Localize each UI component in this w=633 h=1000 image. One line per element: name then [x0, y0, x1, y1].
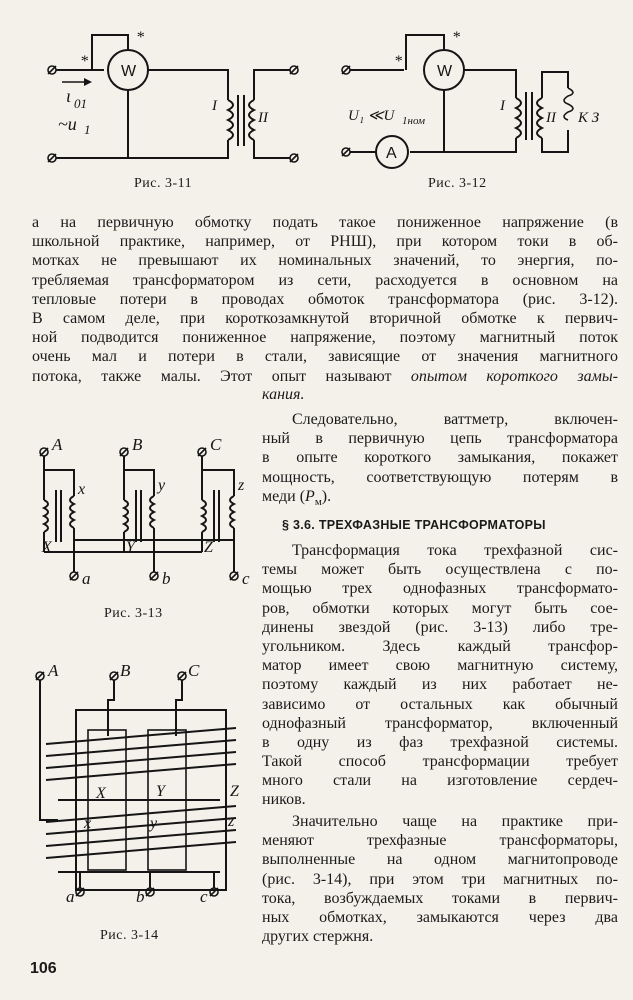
p2-line: ный в первичную цепь трансформатора: [262, 430, 618, 448]
fig11-voltage-sub: 1: [84, 122, 91, 137]
fig14-label-X: X: [96, 785, 106, 802]
p2-line: в опыте короткого замыкания, покажет: [262, 449, 618, 467]
p3-line: матор имеет свою магнитную систему,: [262, 657, 618, 675]
paragraph-1-continuation: [262, 385, 618, 404]
fig13-label-z: z: [238, 477, 245, 494]
fig12-star-left: *: [394, 53, 402, 70]
p3-line: Трансформация тока трехфазной сис-: [292, 542, 618, 559]
fig13-label-y: y: [158, 477, 166, 494]
p4-line: ных обмотках, замыкаются через два: [262, 908, 618, 926]
fig12-wattmeter-label: W: [437, 63, 453, 80]
fig12-secondary-label: II: [546, 110, 556, 126]
p1-line: требляемая трансформатором из сети, расходуется в основном на: [32, 271, 618, 289]
fig13-label-A: A: [52, 435, 63, 454]
fig13-caption: Рис. 3-13: [104, 606, 163, 621]
p4-line: меняют трехфазные трансформаторы,: [262, 832, 618, 850]
fig14-primary-windings: [46, 728, 236, 780]
fig12-caption: Рис. 3-12: [428, 176, 487, 191]
p3-line: мощью трех однофазных трансформато-: [262, 580, 618, 598]
fig12-condition-label: U₁ ≪U: [348, 108, 395, 124]
fig14-label-Z: Z: [230, 783, 239, 800]
p4-line: Значительно чаще на практике при-: [292, 813, 618, 830]
p4-line: тока, возбуждаемых токами в первич-: [262, 889, 618, 907]
p1-term: опытом короткого замы-: [410, 367, 619, 385]
fig13-label-a: a: [82, 569, 91, 588]
fig12-ammeter-label: A: [386, 145, 397, 162]
p4-line: (рис. 3-14), при этом три магнитных по-: [262, 870, 618, 888]
fig13-label-Z: Z: [204, 539, 213, 556]
p3-line: ров, обмотки которых могут быть сое-: [262, 599, 618, 617]
fig14-label-A: A: [48, 661, 59, 680]
fig11-primary-label: I: [212, 98, 217, 114]
p2-last-suffix: ).: [321, 487, 332, 505]
fig14-label-c: c: [200, 887, 208, 906]
page-number: 106: [30, 960, 57, 977]
fig11-current-label: ι: [66, 86, 72, 106]
fig14-circuit: [36, 672, 236, 896]
p1-line: мотках не превышают их номинальных значений, то энергия, по-: [32, 252, 618, 270]
p1-last-prefix: потока, также малы. Этот опыт называют: [32, 367, 411, 385]
fig12-primary-label: I: [500, 98, 505, 114]
fig13-label-X: X: [42, 539, 52, 556]
p3-line: динены звездой (рис. 3-13) либо тре-: [262, 618, 618, 636]
p3-line: поэтому каждый из них работает не-: [262, 676, 618, 694]
fig14-secondary-windings: [46, 806, 236, 858]
fig14-label-y: y: [150, 815, 158, 832]
fig13-label-C: C: [210, 435, 222, 454]
p3-line: темы может быть осуществлена с по-: [262, 561, 618, 579]
p3-line: ников.: [262, 791, 306, 809]
fig13-label-Y: Y: [126, 539, 135, 556]
fig14-label-Y: Y: [156, 783, 165, 800]
p2-line: Следовательно, ваттметр, включен-: [292, 411, 618, 428]
p4-line: других стержня.: [262, 928, 374, 946]
fig14-label-x: x: [84, 815, 92, 832]
fig14-caption: Рис. 3-14: [100, 928, 159, 943]
fig11-voltage-label: ~u: [58, 114, 77, 134]
p1-term-continuation: кания.: [262, 386, 305, 403]
p1-line: а на первичную обмотку подать такое пониженное напряжение (в: [32, 214, 618, 231]
p1-line: ной подводится пониженное напряжение, поэтому магнитный поток: [32, 329, 618, 347]
p4-line: выполненные на одном магнитопроводе: [262, 851, 618, 869]
p2-line: мощность, соответствующую потерям в: [262, 468, 618, 486]
p3-line: однофазный трансформатор, включенный: [262, 714, 618, 732]
paragraph-4: [262, 812, 618, 946]
fig12-star-top: *: [452, 29, 460, 46]
p1-line: школьной практике, например, от РНШ), при котором токи в об-: [32, 233, 618, 251]
fig11-star-top: *: [136, 29, 144, 46]
fig13-label-B: B: [132, 435, 143, 454]
fig13-label-b: b: [162, 569, 171, 588]
p1-line: тепловые потери в проводах обмоток трансформатора (рис. 3-12).: [32, 290, 618, 308]
p1-line: В самом деле, при короткозамкнутой вторичной обмотке к первич-: [32, 309, 618, 327]
fig12-condition-sub: 1ном: [402, 115, 426, 127]
fig11-wattmeter-label: W: [121, 63, 137, 80]
fig14-label-C: C: [188, 661, 200, 680]
p2-symbol-sub: м: [314, 495, 322, 508]
p3-line: много стали на изготовление сердеч-: [262, 772, 618, 790]
p1-line: очень мал и потери в стали, зависящие от значения магнитного: [32, 348, 618, 366]
p2-symbol: P: [305, 487, 315, 505]
fig11-secondary-label: II: [258, 110, 268, 126]
fig14-label-B: B: [120, 661, 131, 680]
section-heading: § 3.6. ТРЕХФАЗНЫЕ ТРАНСФОРМАТОРЫ: [282, 518, 546, 532]
p2-line-last: [262, 487, 618, 506]
p3-line: Такой способ трансформации требует: [262, 753, 618, 771]
p3-line: зависимо от остальных как обычный: [262, 695, 618, 713]
fig14-label-a: a: [66, 887, 75, 906]
p3-line: в одну из фаз трехфазной системы.: [262, 733, 618, 751]
fig11-current-sub: 01: [74, 96, 87, 111]
fig14-label-b: b: [136, 887, 145, 906]
fig12-short-label: К З: [578, 110, 600, 126]
p2-last-prefix: меди (: [262, 487, 306, 505]
fig14-label-z: z: [228, 813, 235, 830]
paragraph-2: [262, 410, 618, 506]
fig13-label-x: x: [78, 481, 86, 498]
p3-line: угольником. Здесь каждый трансфор-: [262, 637, 618, 655]
fig11-star-left: *: [80, 53, 88, 70]
fig11-caption: Рис. 3-11: [134, 176, 193, 191]
fig13-label-c: c: [242, 569, 250, 588]
paragraph-3: [262, 541, 618, 810]
